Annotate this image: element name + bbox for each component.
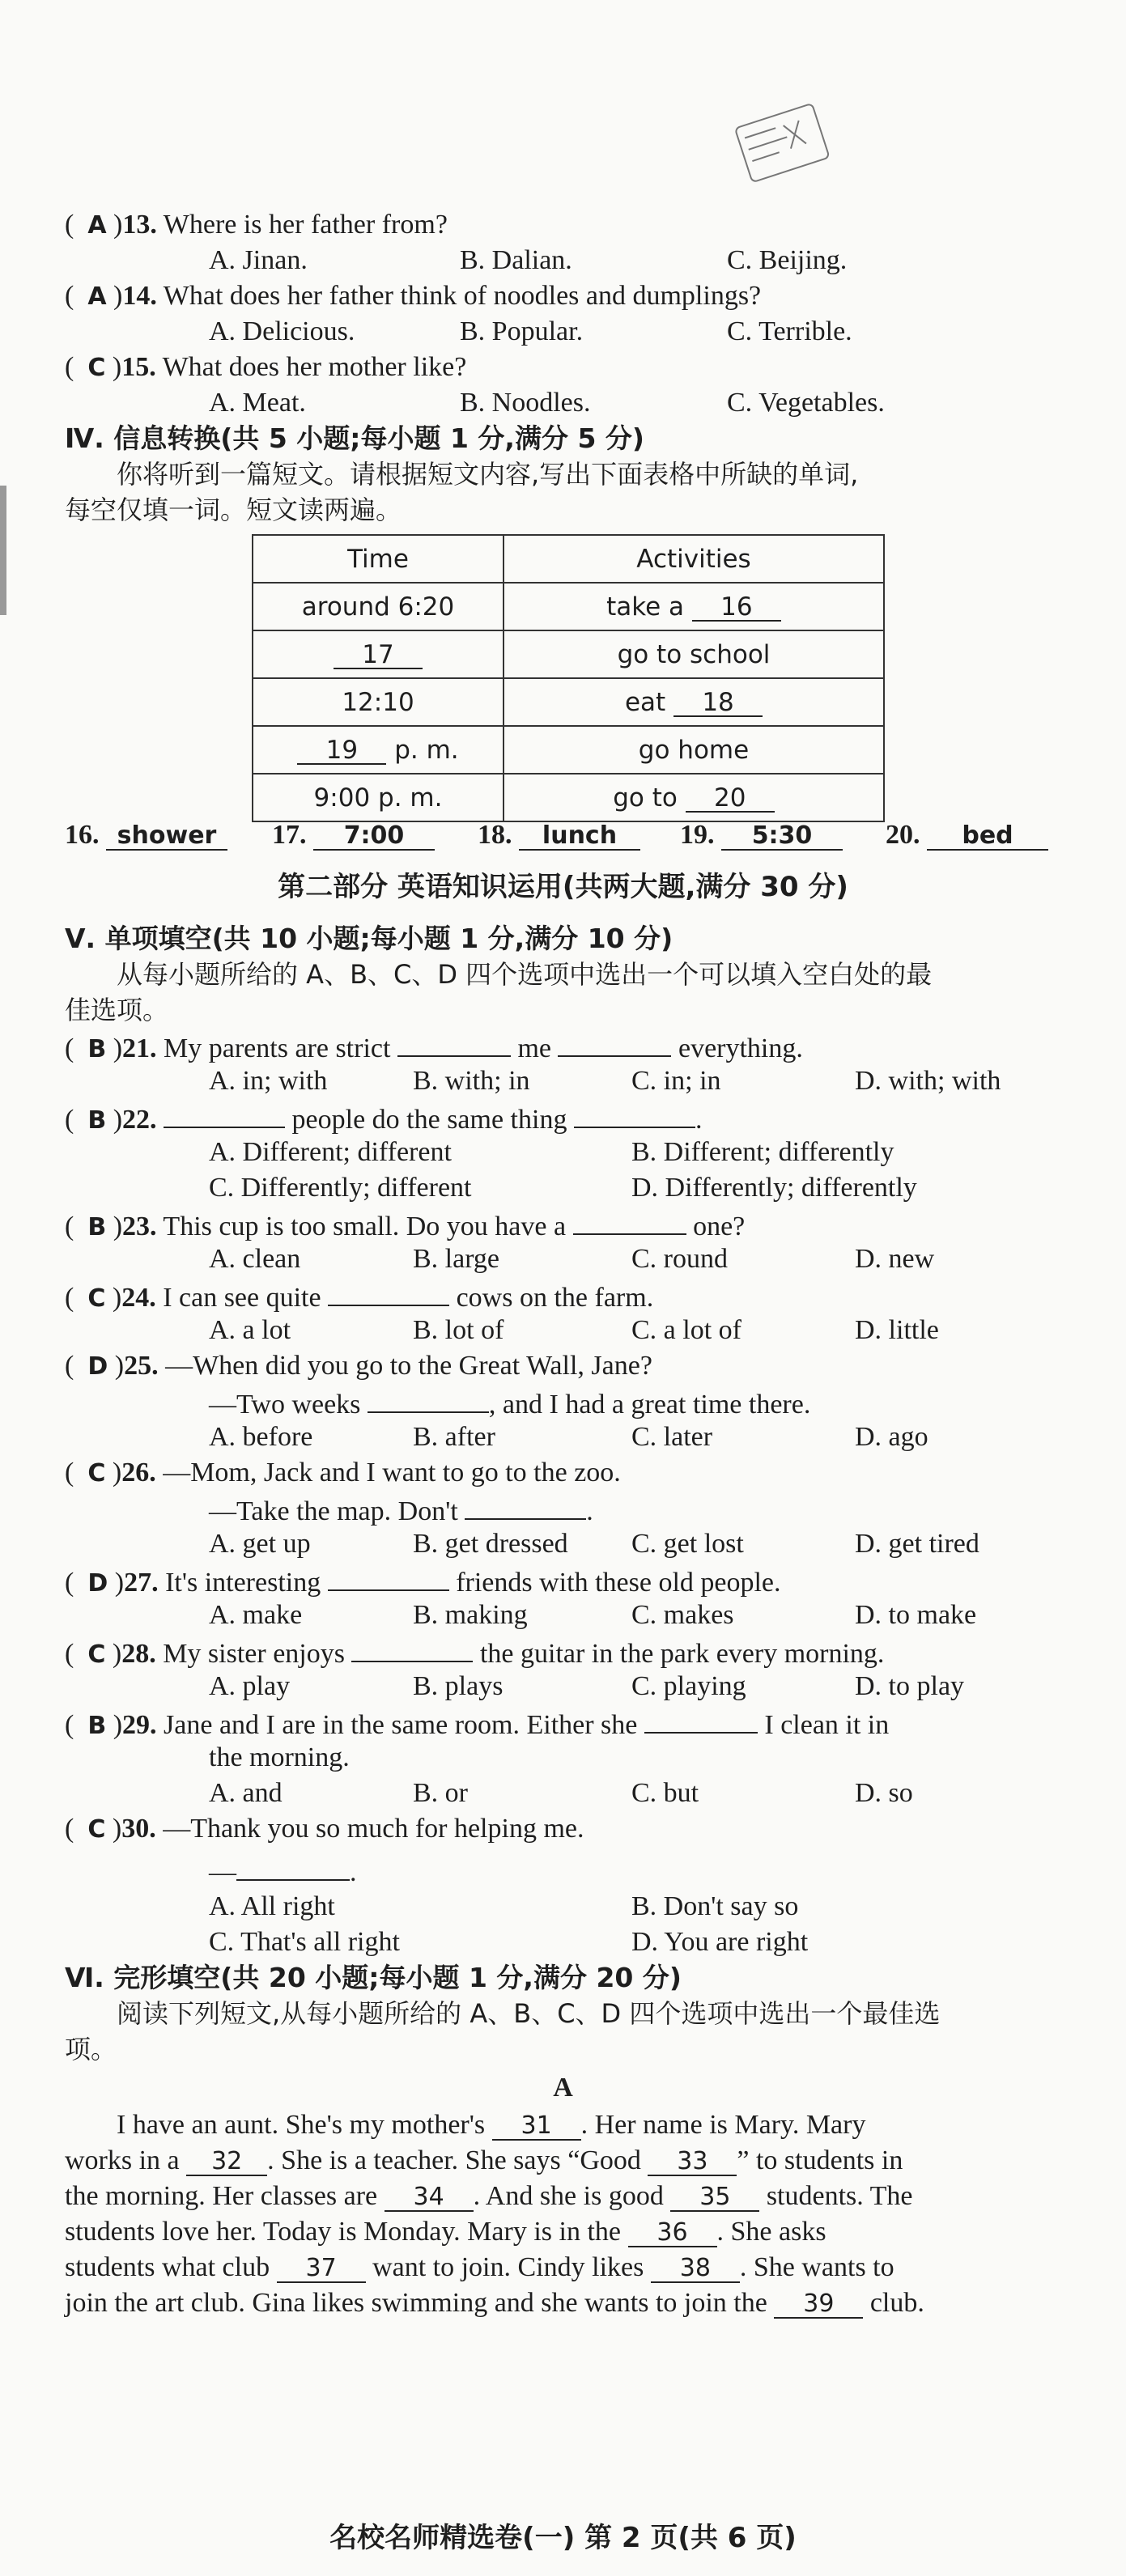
blank-31: 31 [492,2113,581,2141]
option-a: A. Different; different [209,1137,452,1167]
section-4-instruction-2: 每空仅填一词。短文读两遍。 [65,494,402,525]
blank-38: 38 [651,2256,740,2283]
option-c: C. but [631,1778,699,1808]
section-4-title: Ⅳ. 信息转换(共 5 小题;每小题 1 分,满分 5 分) [65,422,644,454]
question-14: ( A )14. What does her father think of noodles and dumplings? [65,281,762,311]
option-a: A. Meat. [209,388,306,418]
option-a: A. in; with [209,1066,328,1096]
option-b: B. plays [413,1671,504,1701]
option-d: D. You are right [631,1927,809,1957]
question-26: ( C )26. —Mom, Jack and I want to go to the zoo. [65,1458,621,1487]
answer-17: 7:00 [313,823,435,851]
option-d: D. get tired [855,1529,979,1559]
question-23: ( B )23. This cup is too small. Do you have a one? [65,1207,745,1244]
blank-32: 32 [186,2149,267,2176]
answer-18: lunch [519,823,640,851]
question-29: ( B )29. Jane and I are in the same room. Either she I clean it in [65,1706,889,1742]
option-a: A. clean [209,1244,301,1274]
exam-page: ( A )13. Where is her father from? A. Jinan. B. Dalian. C. Beijing. ( A )14. What does her father think of noodles and dumplings? A. Delicious. B. Popular. C. Terrible. ( C )15. What does her mother like? A. Meat. B. Noodles. C. Vegetables. Ⅳ. 信息转换(共 5 小题;每小题 1 分,满分 5 分) 你将听到一篇短文。请根据短文内容,写出下面表格中所缺的单词, 每空仅填一词。短文读两遍。 Time Activities around 6:20 take a 16 17 go to school 12:10 eat 18 19 p. m. go home 9:00 p. m. go to 20 16. shower 17. 7:00 18. lunch 19. 5:30 20. bed 第二部分 英语知识运用(共两大题,满分 30 分) Ⅴ. 单项填空(共 10 小题;每小题 1 分,满分 10 分) 从每小题所给的 A、B、C、D 四个选项中选出一个可以填入空白处的最 佳选项。 ( B )21. My parents are strict me everything. A. in; with B. with; in C. in; in D. with; with ( B )22. people do the same thing . A. Different; different B. Different; differently C. Differently; different D. Differently; differently ( B )23. This cup is too small. Do you have a one? A. clean B. large C. round D. new ( C )24. I can see quite cows on the farm. A. a lot B. lot of C. a lot of D. little ( D )25. —When did you go to the Great Wall, Jane? —Two weeks , and I had a great time there. A. before B. after C. later D. ago ( C )26. —Mom, Jack and I want to go to the zoo. —Take the map. Don't . A. get up B. get dressed C. get lost D. get tired ( D )27. It's interesting friends with these old people. A. make B. making C. makes D. to make ( C )28. My sister enjoys the guitar in the park every morning. A. play B. plays C. playing D. to play ( B )29. Jane and I are in the same room. Either she I clean it in the morning. A. and B. or C. but D. so ( C )30. —Thank you so much for helping me. — . A. All right B. Don't say so C. That's all right D. You are right Ⅵ. 完形填空(共 20 小题;每小题 1 分,满分 20 分) 阅读下列短文,从每小题所给的 A、B、C、D 四个选项中选出一个最佳选 项。 A I have an aunt. She's my mother's 31 . Her name is Mary. Mary works in a 32 . She is a teacher. She says “Good 33 ” to students in the morning. Her classes are 34 . And she is good 35 students. The students love her. Today is Monday. Mary is in the 36 . She asks students what club 37 want to join. Cindy likes 38 . She wants to join the art club. Gina likes swimming and she wants to join the 39 club. 名校名师精选卷(一) 第 2 页(共 6 页) [0,0,1126,2576]
blank-19: 19 [297,737,386,765]
part-2-title: 第二部分 英语知识运用(共两大题,满分 30 分) [278,871,848,903]
option-a: A. and [209,1778,283,1808]
table-header-activities: Activities [504,535,884,583]
option-d: D. to make [855,1600,977,1630]
option-c: C. Vegetables. [727,388,885,418]
question-28: ( C )28. My sister enjoys the guitar in the park every morning. [65,1635,884,1671]
section-5-instruction: 从每小题所给的 A、B、C、D 四个选项中选出一个可以填入空白处的最 [117,959,933,990]
blank-33: 33 [648,2149,737,2176]
option-a: A. All right [209,1891,335,1921]
binding-mark [0,486,6,615]
question-30: ( C )30. —Thank you so much for helping me. [65,1814,584,1844]
option-c: C. makes [631,1600,734,1630]
option-a: A. get up [209,1529,311,1559]
blank-36: 36 [628,2220,717,2247]
option-c: C. a lot of [631,1315,741,1345]
stamp-icon [725,97,847,186]
option-c: C. in; in [631,1066,721,1096]
option-d: D. Differently; differently [631,1173,917,1203]
question-25: ( D )25. —When did you go to the Great Wall, Jane? [65,1351,652,1381]
passage-line-2: works in a 32 . She is a teacher. She says “Good 33 ” to students in [65,2145,903,2175]
option-b: B. after [413,1422,495,1452]
option-b: B. get dressed [413,1529,568,1559]
option-b: B. making [413,1600,528,1630]
blank-37: 37 [277,2256,366,2283]
option-c: C. playing [631,1671,746,1701]
question-15: ( C )15. What does her mother like? [65,352,467,382]
passage-line-5: students what club 37 want to join. Cindy likes 38 . She wants to [65,2252,894,2282]
blank-34: 34 [385,2184,474,2212]
option-a: A. Delicious. [209,316,355,346]
passage-line-1: I have an aunt. She's my mother's 31 . Her name is Mary. Mary [117,2110,866,2140]
option-d: D. little [855,1315,939,1345]
option-b: B. Popular. [460,316,584,346]
option-d: D. so [855,1778,913,1808]
question-13: ( A )13. Where is her father from? [65,210,448,240]
passage-line-4: students love her. Today is Monday. Mary is in the 36 . She asks [65,2217,826,2247]
question-24: ( C )24. I can see quite cows on the farm. [65,1279,653,1315]
option-b: B. or [413,1778,468,1808]
option-d: D. to play [855,1671,965,1701]
section-6-instruction: 阅读下列短文,从每小题所给的 A、B、C、D 四个选项中选出一个最佳选 [117,1998,941,2029]
option-c: C. Differently; different [209,1173,472,1203]
option-c: C. Beijing. [727,245,848,275]
option-b: B. lot of [413,1315,504,1345]
option-c: C. Terrible. [727,316,852,346]
option-a: A. make [209,1600,303,1630]
info-table [252,534,885,822]
question-27: ( D )27. It's interesting friends with these old people. [65,1564,781,1600]
option-a: A. before [209,1422,313,1452]
option-d: D. ago [855,1422,928,1452]
blank-18: 18 [673,690,763,717]
passage-heading: A [553,2073,573,2103]
option-b: B. Dalian. [460,245,572,275]
table-row: 17 go to school [253,630,884,678]
section-6-instruction-2: 项。 [65,2034,117,2065]
answer-19: 5:30 [721,823,843,851]
table-row: 9:00 p. m. go to 20 [253,774,884,821]
option-c: C. That's all right [209,1927,400,1957]
blank-39: 39 [774,2291,863,2319]
section-5-instruction-2: 佳选项。 [65,995,169,1025]
blank-16: 16 [692,594,781,622]
option-b: B. large [413,1244,500,1274]
option-a: A. Jinan. [209,245,308,275]
section-4-instruction: 你将听到一篇短文。请根据短文内容,写出下面表格中所缺的单词, [117,459,859,490]
blank-35: 35 [670,2184,759,2212]
option-a: A. a lot [209,1315,291,1345]
passage-line-6: join the art club. Gina likes swimming and she wants to join the 39 club. [65,2288,924,2318]
passage-line-3: the morning. Her classes are 34 . And she is good 35 students. The [65,2181,913,2211]
blank-20: 20 [686,785,775,813]
question-22: ( B )22. people do the same thing . [65,1101,702,1137]
option-c: C. round [631,1244,728,1274]
table-row: around 6:20 take a 16 [253,583,884,630]
section-5-title: Ⅴ. 单项填空(共 10 小题;每小题 1 分,满分 10 分) [65,923,673,954]
answer-20: bed [927,823,1048,851]
option-c: C. get lost [631,1529,744,1559]
blank-17: 17 [334,642,423,669]
answer-16: shower [106,823,227,851]
option-b: B. with; in [413,1066,530,1096]
option-b: B. Don't say so [631,1891,799,1921]
answers-row: 16. shower [65,819,227,851]
table-row: 12:10 eat 18 [253,678,884,726]
table-header-time: Time [253,535,504,583]
option-c: C. later [631,1422,713,1452]
option-a: A. play [209,1671,291,1701]
option-d: D. with; with [855,1066,1001,1096]
option-b: B. Different; differently [631,1137,894,1167]
option-b: B. Noodles. [460,388,591,418]
section-6-title: Ⅵ. 完形填空(共 20 小题;每小题 1 分,满分 20 分) [65,1962,682,1993]
question-21: ( B )21. My parents are strict me everything. [65,1029,803,1066]
page-footer: 名校名师精选卷(一) 第 2 页(共 6 页) [329,2522,797,2554]
option-d: D. new [855,1244,935,1274]
table-row: 19 p. m. go home [253,726,884,774]
